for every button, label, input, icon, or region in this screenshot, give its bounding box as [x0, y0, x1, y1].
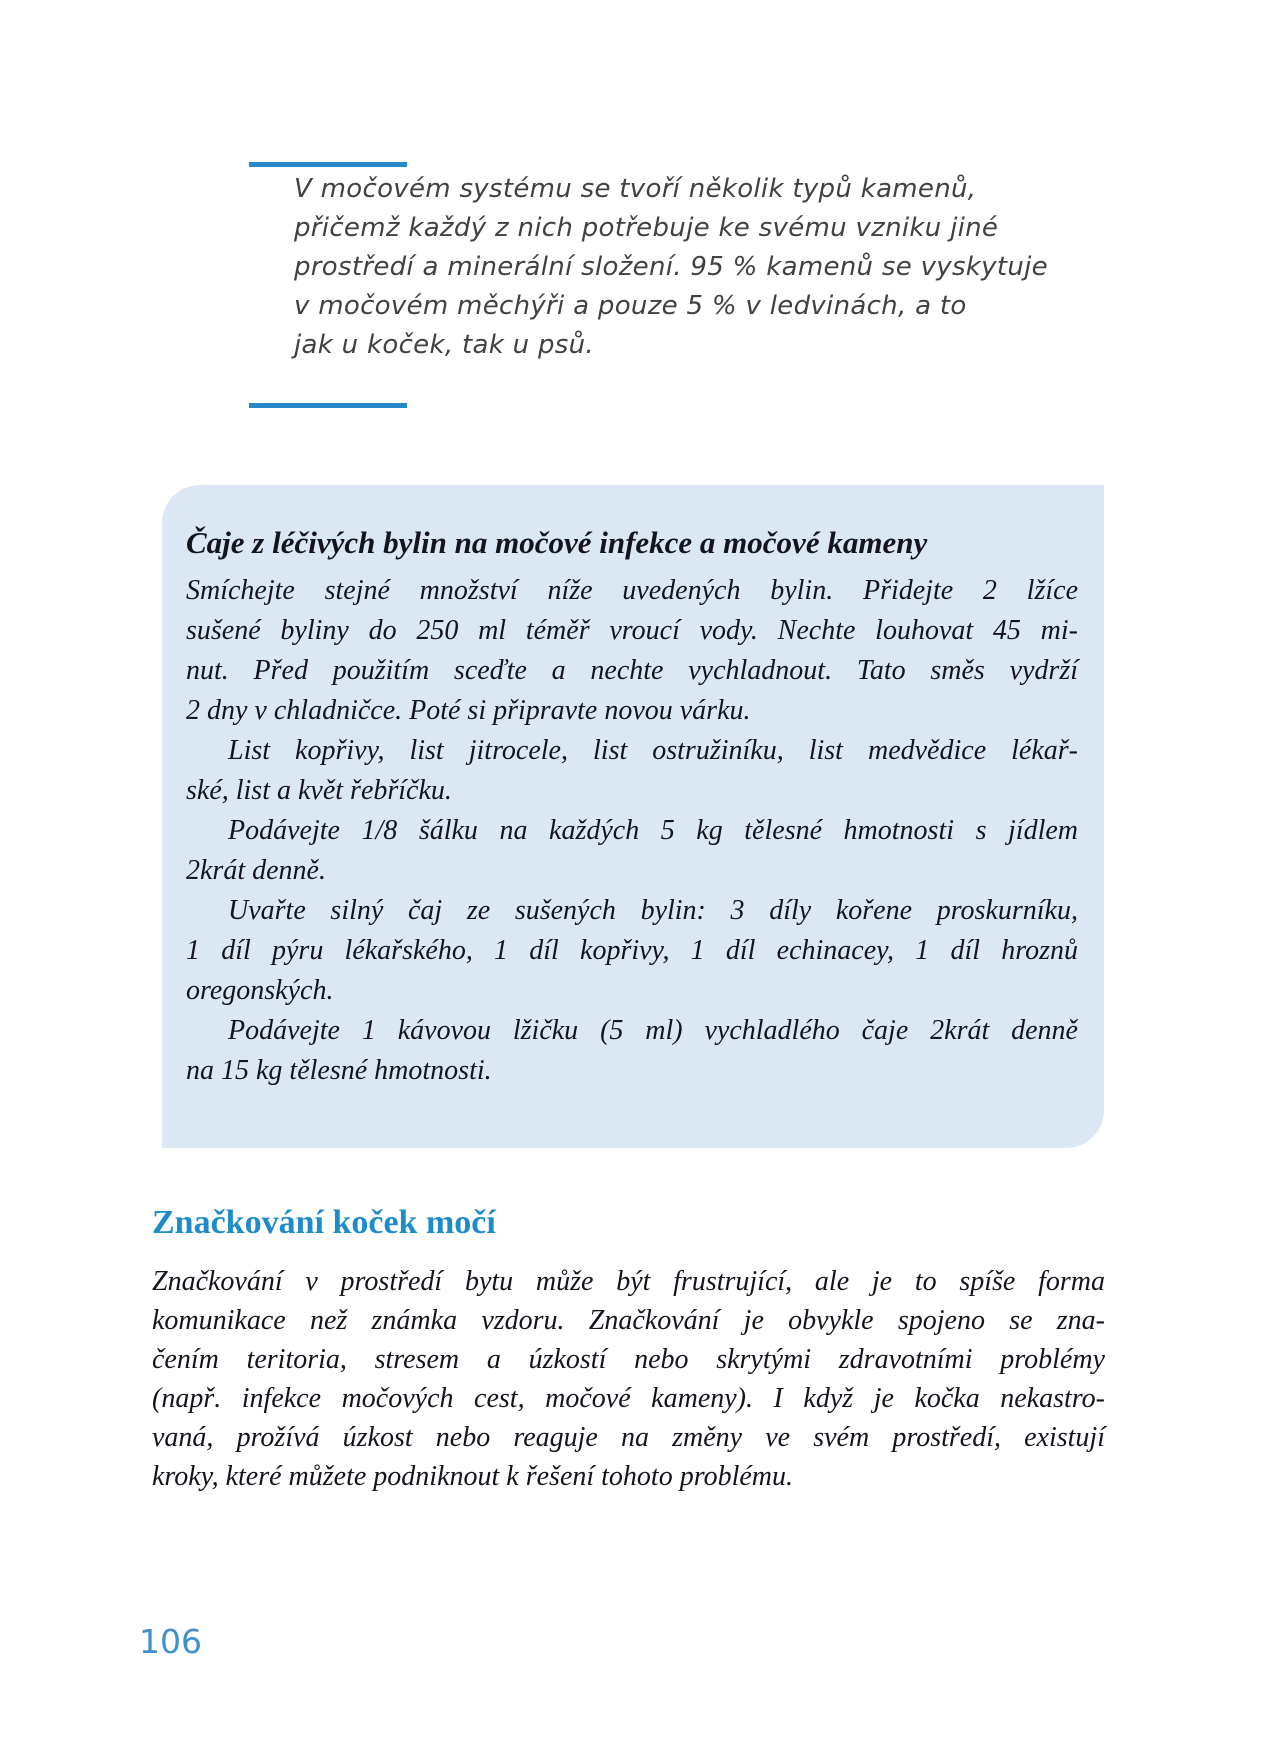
text-line: přičemž každý z nich potřebuje ke svému vzniku jiné	[294, 213, 999, 243]
text-line: 1 díl pýru lékařského, 1 díl kopřivy, 1 díl echinacey, 1 díl hroznů	[186, 935, 1078, 966]
text-line: ské, list a květ řebříčku.	[186, 775, 452, 806]
text-line: nut. Před použitím sceďte a nechte vychladnout. Tato směs vydrží	[186, 655, 1078, 686]
recipe-box-title: Čaje z léčivých bylin na močové infekce a močové kameny	[186, 525, 928, 560]
pull-quote-top-rule	[249, 162, 407, 167]
text-line: vaná, prožívá úzkost nebo reaguje na změny ve svém prostředí, existují	[152, 1422, 1105, 1453]
text-line: kroky, které můžete podniknout k řešení tohoto problému.	[152, 1461, 793, 1492]
recipe-paragraph	[186, 891, 1078, 1011]
text-line: List kopřivy, list jitrocele, list ostružiníku, list medvědice lékař-	[228, 735, 1078, 766]
text-line: Podávejte 1/8 šálku na každých 5 kg tělesné hmotnosti s jídlem	[228, 815, 1078, 846]
recipe-box	[162, 485, 1104, 1148]
text-line: čením teritoria, stresem a úzkostí nebo skrytými zdravotními problémy	[152, 1344, 1105, 1375]
recipe-paragraph	[186, 811, 1078, 891]
text-line: 2 dny v chladničce. Poté si připravte novou várku.	[186, 695, 751, 726]
text-line: Uvařte silný čaj ze sušených bylin: 3 díly kořene proskurníku,	[228, 895, 1078, 926]
text-line: 2krát denně.	[186, 855, 326, 886]
text-line: komunikace než známka vzdoru. Značkování je obvykle spojeno se zna-	[152, 1305, 1105, 1336]
recipe-paragraph	[186, 571, 1078, 731]
text-line: Smíchejte stejné množství níže uvedených bylin. Přidejte 2 lžíce	[186, 575, 1078, 606]
section-heading: Značkování koček močí	[152, 1204, 496, 1241]
body-paragraph	[152, 1262, 1105, 1496]
text-line: V močovém systému se tvoří několik typů kamenů,	[294, 174, 977, 204]
text-line: oregonských.	[186, 975, 334, 1006]
page-number: 106	[139, 1622, 202, 1661]
text-line: jak u koček, tak u psů.	[294, 330, 594, 360]
recipe-box-body	[186, 571, 1078, 1091]
text-line: (např. infekce močových cest, močové kameny). I když je kočka nekastro-	[152, 1383, 1105, 1414]
text-line: Podávejte 1 kávovou lžičku (5 ml) vychladlého čaje 2krát denně	[228, 1015, 1078, 1046]
recipe-paragraph	[186, 1011, 1078, 1091]
text-line: sušené byliny do 250 ml téměř vroucí vody. Nechte louhovat 45 mi-	[186, 615, 1078, 646]
recipe-paragraph	[186, 731, 1078, 811]
pull-quote-bottom-rule	[249, 403, 407, 408]
text-line: prostředí a minerální složení. 95 % kamenů se vyskytuje	[294, 252, 1048, 282]
text-line: v močovém měchýři a pouze 5 % v ledvinách, a to	[294, 291, 967, 321]
pull-quote	[294, 170, 1048, 365]
text-line: Značkování v prostředí bytu může být frustrující, ale je to spíše forma	[152, 1266, 1105, 1297]
text-line: na 15 kg tělesné hmotnosti.	[186, 1055, 492, 1086]
